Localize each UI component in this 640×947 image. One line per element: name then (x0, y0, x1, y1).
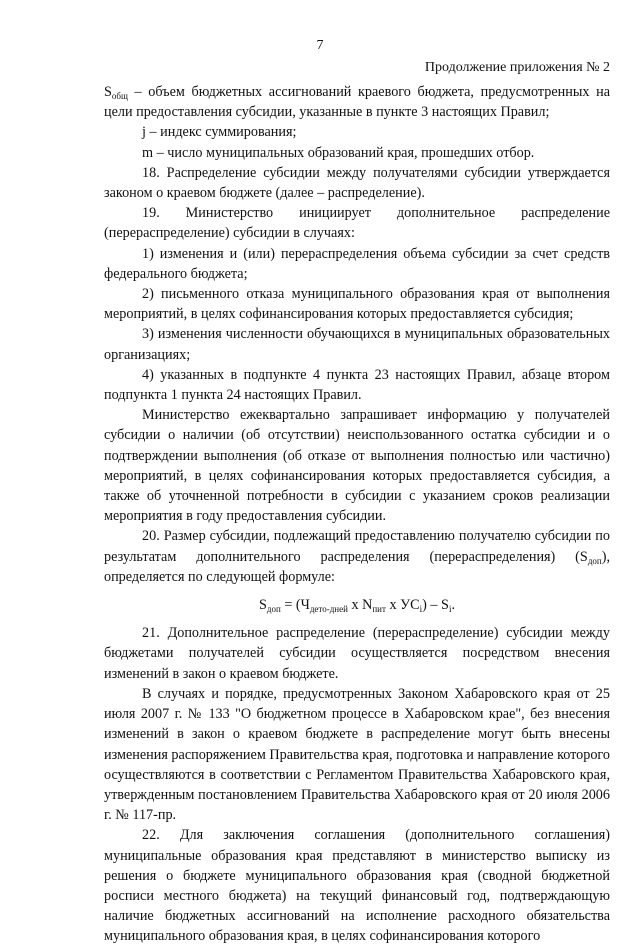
paragraph-j-definition: j – индекс суммирования; (142, 124, 297, 141)
paragraph-21: 21. Дополнительное распределение (перераспределение) субсидии между бюджетами получателей субсидии осуществляется посредством внесения изменений в закон о краевом бюджете. (104, 625, 610, 682)
paragraph-22: 22. Для заключения соглашения (дополнительного соглашения) муниципальные образования края представляют в министерство выписку из решения о бюджете муниципального образования края (сводной бюджетной росписи местного бюджета) на текущий финансовый год, подтверждающую наличие бюджетных ассигнований на исполнение расходного обязательства муниципального образования края, в целях софинансирования которого (104, 827, 610, 945)
paragraph-19-item-4: 4) указанных в подпункте 4 пункта 23 настоящих Правил, абзаце втором подпункта 1 пункта 24 настоящих Правил. (104, 366, 610, 404)
paragraph-20: 20. Размер субсидии, подлежащий предоставлению получателю субсидии по результатам дополнительного распределения (перераспределения) $(S_{доп})$, определяется по следующей формуле: (104, 528, 610, 585)
paragraph-19: 19. Министерство инициирует дополнительное распределение (перераспределение) субсидии в случаях: (104, 205, 610, 242)
paragraph-18: 18. Распределение субсидии между получателями субсидии утверждается законом о краевом бюджете (далее – распределение). (104, 164, 610, 202)
subsidy-formula: $S_{доп} = (Ч_{дето-дней}$ x $N_{пит}$ x $УС_i) - S_i$. (258, 597, 456, 615)
page-number: 7 (316, 38, 324, 53)
paragraph-21-cases: В случаях и порядке, предусмотренных Законом Хабаровского края от 25 июля 2007 г. № 133 "О бюджетном процессе в Хабаровском крае", без внесения изменений в закон о краевом бюджете в распределение могут быть внесены изменения распоряжением Правительства края, подготовка и направление которого осуществляются в соответствии с Регламентом Правительства Хабаровского края, утвержденным постановлением Правительства Хабаровского края от 20 июля 2006 г. № 117-пр. (104, 685, 610, 824)
paragraph-19-item-3: 3) изменения численности обучающихся в муниципальных образовательных организациях; (104, 326, 610, 363)
paragraph-19-item-1: 1) изменения и (или) перераспределения объема субсидии за счет средств федерального бюджета; (104, 245, 610, 282)
paragraph-m-definition: m – число муниципальных образований края, прошедших отбор. (142, 144, 535, 161)
paragraph-s-obsh-definition: $S_{общ}$ – объем бюджетных ассигнований краевого бюджета, предусмотренных на цели предоставления субсидии, указанные в пункте 3 настоящих Правил; (104, 84, 610, 121)
document-body (104, 82, 610, 947)
appendix-continuation-note: Продолжение приложения № 2 (424, 60, 610, 75)
paragraph-19-item-2: 2) письменного отказа муниципального образования края от выполнения мероприятий, в целях софинансирования которых предоставляется субсидия; (104, 286, 610, 323)
paragraph-quarterly-request: Министерство ежеквартально запрашивает информацию у получателей субсидии о наличии (об отсутствии) неиспользованного остатка субсидии и о подтверждении выполнения (об отказе от выполнения полностью или частично) мероприятий, в целях софинансирования которых предоставляется субсидия, а также об уточненной потребности в субсидии с указанием сроков реализации мероприятия в году предоставления субсидии. (104, 407, 610, 525)
